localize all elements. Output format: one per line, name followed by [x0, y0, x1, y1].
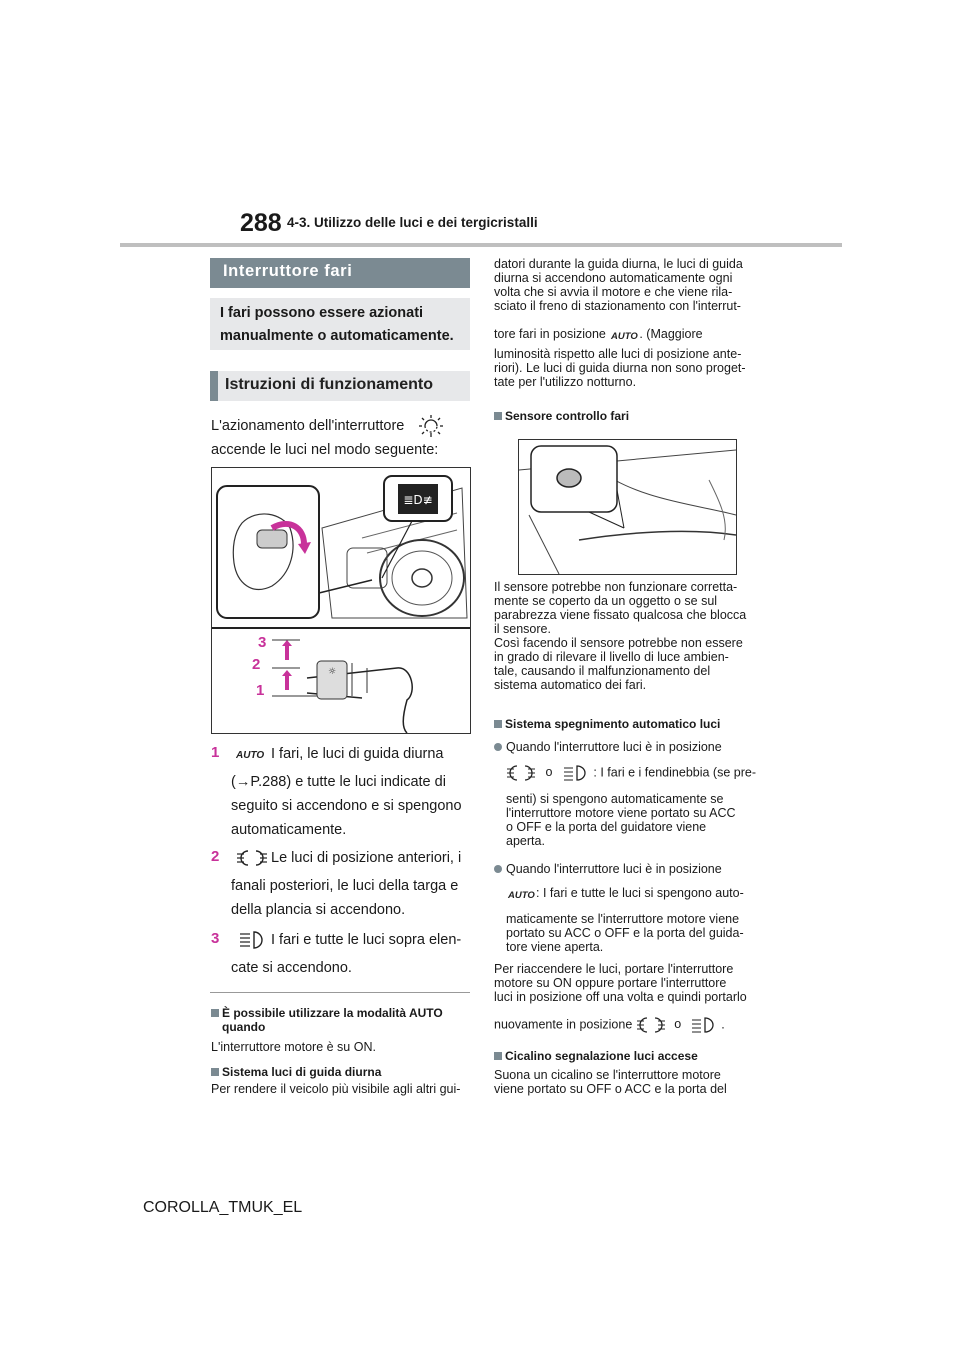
callout-number: 3: [258, 634, 267, 651]
svg-text:☼: ☼: [327, 667, 337, 677]
bullet-line: [494, 740, 722, 754]
svg-text:≣D≢: ≣D≢: [403, 493, 433, 507]
sensor-drawing: [519, 440, 736, 574]
callout-number: 1: [256, 682, 265, 699]
side-light-icon: [506, 764, 536, 782]
text-line: aperta.: [506, 834, 545, 848]
text-line: l'interruttore motore viene portato su ACC: [506, 806, 736, 820]
section-title-bar: [210, 258, 470, 288]
text-fragment: . (Maggiore: [639, 327, 703, 341]
separator: [210, 992, 470, 993]
text-fragment: : I fari e i fendinebbia (se pre-: [593, 765, 756, 780]
text-line: tore viene aperta.: [506, 940, 604, 954]
square-bullet-icon: [494, 720, 502, 728]
header-rule: [120, 243, 842, 247]
chapter-title: 4-3. Utilizzo delle luci e dei tergicristalli: [287, 215, 538, 230]
text-line: viene portato su OFF o ACC e la porta del: [494, 1082, 727, 1096]
note-body: Per rendere il veicolo più visibile agli altri gui-: [211, 1082, 461, 1096]
headlight-switch-figure: [211, 467, 471, 734]
figure-drawing: [212, 468, 470, 733]
auto-icon: [506, 888, 536, 900]
text-fragment: tore fari in posizione: [494, 327, 606, 341]
note-title: È possibile utilizzare la modalità AUTO: [222, 1006, 443, 1020]
sensor-figure: [518, 439, 737, 575]
text-fragment: nuovamente in posizione: [494, 1017, 633, 1032]
note-drl: [211, 1065, 473, 1096]
sensor-title: [494, 409, 629, 423]
text-line: motore su ON oppure portare l'interruttore: [494, 976, 727, 990]
text-line: tate per l'utilizzo notturno.: [494, 375, 637, 389]
circle-bullet-icon: [494, 743, 502, 751]
subsection-title: Istruzioni di funzionamento: [225, 376, 433, 393]
position-text: Le luci di posizione anteriori, i: [271, 850, 462, 866]
lead-line: accende le luci nel modo seguente:: [211, 442, 439, 458]
bullet-continuation: [506, 792, 756, 848]
text-line: il sensore.: [494, 622, 551, 636]
square-bullet-icon: [494, 1052, 502, 1060]
note-title: Sensore controllo fari: [505, 409, 630, 423]
page-number: 288: [240, 209, 282, 237]
text-line: o OFF e la porta del guidatore viene: [506, 820, 707, 834]
position-number: 2: [211, 848, 220, 865]
note-title: Sistema luci di guida diurna: [222, 1065, 382, 1079]
text-fragment: o: [674, 1017, 682, 1032]
text-line: [506, 886, 744, 900]
side-light-icon: [636, 1016, 666, 1034]
text-line: senti) si spengono automaticamente se: [506, 792, 724, 806]
auto-icon: [236, 748, 266, 760]
footer-model-code: COROLLA_TMUK_EL: [143, 1199, 303, 1216]
svg-text:AUTO: AUTO: [508, 889, 535, 900]
intro-line: I fari possono essere azionati: [220, 305, 424, 321]
text-line: Il sensore potrebbe non funzionare corretta-: [494, 580, 738, 594]
position-text: fanali posteriori, le luci della targa e: [231, 878, 459, 894]
autooff-title: [494, 717, 720, 731]
position-text: I fari, le luci di guida diurna: [271, 746, 444, 762]
headlight-icon: [562, 764, 590, 782]
buzzer-title: [494, 1049, 698, 1063]
buzzer-text: [494, 1068, 756, 1096]
text-line: riori). Le luci di guida diurna non sono proget-: [494, 361, 746, 375]
intro-line: manualmente o automaticamente.: [220, 328, 454, 344]
text-line: datori durante la guida diurna, le luci di guida: [494, 257, 743, 271]
text-line: maticamente se l'interruttore motore viene: [506, 912, 740, 926]
text-line: diurna si accendono automaticamente ogni: [494, 271, 733, 285]
text-line: Così facendo il sensore potrebbe non essere: [494, 636, 743, 650]
bullet-line: [494, 862, 722, 876]
relight-text: [494, 962, 756, 1004]
side-light-icon: [235, 848, 269, 868]
text-line: in grado di rilevare il livello di luce ambien-: [494, 650, 729, 664]
section-title: Interruttore fari: [223, 262, 353, 280]
text-fragment: o: [545, 765, 553, 780]
square-bullet-icon: [494, 412, 502, 420]
text-line: portato su ACC o OFF e la porta del guida-: [506, 926, 744, 940]
text-line: luminosità rispetto alle luci di posizione ante-: [494, 347, 742, 361]
drl-continued: [494, 257, 756, 389]
subsection-title-bar: [218, 371, 470, 401]
bullet-continuation: [506, 912, 756, 954]
circle-bullet-icon: [494, 865, 502, 873]
sensor-text: [494, 580, 756, 692]
svg-text:AUTO: AUTO: [611, 330, 639, 341]
square-bullet-icon: [211, 1009, 219, 1017]
intro-box: [210, 298, 470, 350]
position-number: 1: [211, 744, 220, 761]
position-text: I fari e tutte le luci sopra elen-: [271, 932, 462, 948]
note-body: L'interruttore motore è su ON.: [211, 1040, 376, 1054]
text-line: [494, 327, 756, 341]
auto-icon: [609, 329, 639, 341]
position-text: automaticamente.: [231, 822, 347, 838]
position-number: 3: [211, 930, 220, 947]
text-line: Per riaccendere le luci, portare l'interruttore: [494, 962, 734, 976]
position-text: della plancia si accendono.: [231, 902, 406, 918]
note-title: Sistema spegnimento automatico luci: [505, 717, 721, 731]
note-auto-mode: [211, 1006, 473, 1054]
light-switch-icon: [418, 414, 444, 438]
callout-number: 2: [252, 656, 261, 673]
subsection-marker: [210, 371, 218, 401]
position-text: cate si accendono.: [231, 960, 352, 976]
text-line: [494, 1016, 725, 1034]
text-line: mente se coperto da un oggetto o se sul: [494, 594, 718, 608]
text-line: luci in posizione off una volta e quindi portarlo: [494, 990, 747, 1004]
text-line: Suona un cicalino se l'interruttore motore: [494, 1068, 721, 1082]
text-line: sciato il freno di stazionamento con l'interrut-: [494, 299, 741, 313]
text-fragment: : I fari e tutte le luci si spengono auto-: [536, 886, 744, 900]
text-fragment: .: [721, 1017, 725, 1032]
position-text: seguito si accendono e si spengono: [231, 798, 462, 814]
svg-text:AUTO: AUTO: [236, 750, 265, 760]
square-bullet-icon: [211, 1068, 219, 1076]
text-line: volta che si avvia il motore e che viene rila-: [494, 285, 733, 299]
text-line: [506, 764, 756, 782]
text-line: parabrezza viene fissato qualcosa che blocca: [494, 608, 747, 622]
lead-line: L'azionamento dell'interruttore: [211, 418, 405, 434]
note-title: quando: [222, 1020, 266, 1034]
text-fragment: Quando l'interruttore luci è in posizione: [506, 862, 722, 876]
headlight-icon: [237, 930, 267, 950]
note-title: Cicalino segnalazione luci accese: [505, 1049, 698, 1063]
text-fragment: Quando l'interruttore luci è in posizione: [506, 740, 722, 754]
text-line: sistema automatico dei fari.: [494, 678, 647, 692]
text-line: tale, causando il malfunzionamento del: [494, 664, 711, 678]
headlight-icon: [690, 1016, 718, 1034]
position-text: (→P.288) e tutte le luci indicate di: [231, 774, 446, 790]
